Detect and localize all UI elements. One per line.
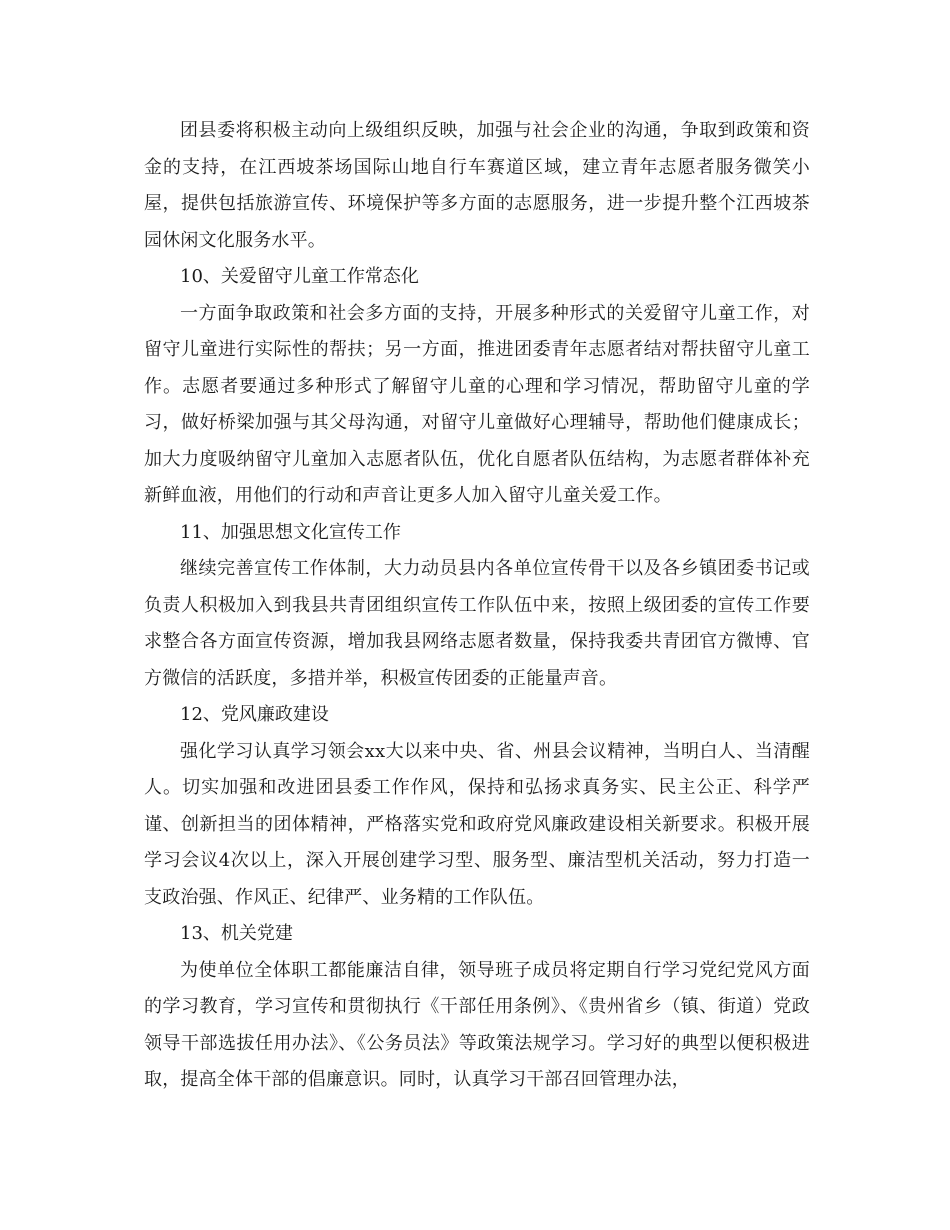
section-heading-11: 11、加强思想文化宣传工作 — [180, 521, 401, 543]
section-heading-12: 12、党风廉政建设 — [180, 704, 329, 725]
paragraph-integrity-building: 强化学习认真学习领会xx大以来中央、省、州县会议精神，当明白人、当清醒人。切实加强和改进团县委工作作风，保持和弘扬求真务实、民主公正、科学严谨、创新担当的团体精神，严格落实党和政府党风廉政建设相关新要求。积极开展学习会议4次以上，深入开展创建学习型、服务型、廉洁型机关活动，努力打造一支政治强、作风正、纪律严、业务精的工作队伍。 — [144, 740, 810, 908]
paragraph-publicity-work: 继续完善宣传工作体制，大力动员县内各单位宣传骨干以及各乡镇团委书记或负责人积极加入到我县共青团组织宣传工作队伍中来，按照上级团委的宣传工作要求整合各方面宣传资源，增加我县网络志愿者数量，保持我委共青团官方微博、官方微信的活跃度，多措并举，积极宣传团委的正能量声音。 — [144, 558, 810, 689]
section-heading-10: 10、关爱留守儿童工作常态化 — [180, 266, 419, 287]
paragraph-left-behind-children: 一方面争取政策和社会多方面的支持，开展多种形式的关爱留守儿童工作，对留守儿童进行实际性的帮扶；另一方面，推进团委青年志愿者结对帮扶留守儿童工作。志愿者要通过多种形式了解留守儿童的心理和学习情况，帮助留守儿童的学习，做好桥梁加强与其父母沟通，对留守儿童做好心理辅导，帮助他们健康成长；加大力度吸纳留守儿童加入志愿者队伍，优化自愿者队伍结构，为志愿者群体补充新鲜血液，用他们的行动和声音让更多人加入留守儿童关爱工作。 — [144, 302, 810, 506]
paragraph-party-building: 为使单位全体职工都能廉洁自律，领导班子成员将定期自行学习党纪党风方面的学习教育，学习宣传和贯彻执行《干部任用条例》、《贵州省乡（镇、街道）党政领导干部选拔任用办法》、《公务员法》等政策法规学习。学习好的典型以便积极进取，提高全体干部的倡廉意识。同时，认真学习干部召回管理办法， — [144, 959, 810, 1090]
paragraph-tea-garden-volunteer-service: 团县委将积极主动向上级组织反映，加强与社会企业的沟通，争取到政策和资金的支持，在江西坡茶场国际山地自行车赛道区域，建立青年志愿者服务微笑小屋，提供包括旅游宣传、环境保护等多方面的志愿服务，进一步提升整个江西坡茶园休闲文化服务水平。 — [144, 120, 810, 251]
document-body — [144, 113, 810, 1099]
section-heading-13: 13、机关党建 — [180, 923, 293, 944]
